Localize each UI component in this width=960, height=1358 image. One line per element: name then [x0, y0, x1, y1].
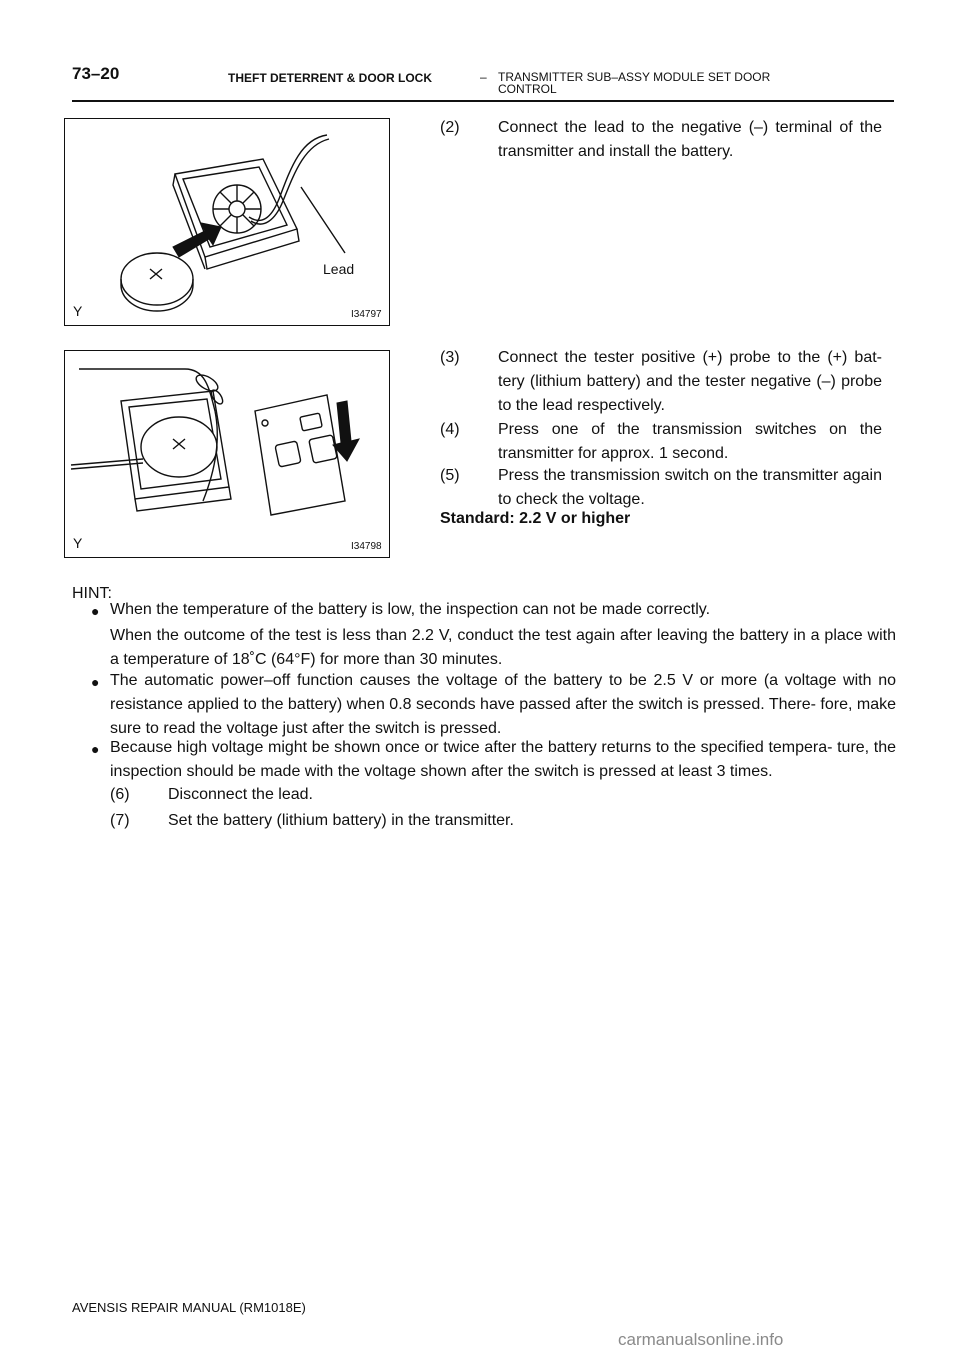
step-number: (2) [440, 119, 460, 136]
step-number: (7) [110, 812, 130, 829]
step-2 [440, 116, 882, 172]
footer-manual-title: AVENSIS REPAIR MANUAL (RM1018E) [72, 1300, 306, 1315]
step-text: Disconnect the lead. [168, 786, 313, 803]
page-number: 73–20 [72, 64, 120, 83]
hint-item: When the temperature of the battery is low, the inspection can not be made correctly. [110, 601, 711, 618]
header-separator: – [480, 70, 487, 84]
step-text: Press one of the transmission switches on the transmitter for approx. 1 second. [498, 421, 882, 462]
figure-corner-mark: Y [73, 303, 83, 319]
voltage-check-illustration [65, 351, 389, 557]
step-4 [440, 418, 882, 466]
step-text: Connect the tester positive (+) probe to the (+) bat- tery (lithium battery) and the tester negative (–) probe to the lead respectively. [498, 349, 882, 414]
hint-item: The automatic power–off function causes the voltage of the battery to be 2.5 V or more (a voltage with no resistance applied to the battery) when 0.8 seconds have passed after the switch is pressed. There- fore, make sure to read the voltage just after the switch is pressed. [110, 672, 896, 737]
step-number: (4) [440, 421, 460, 438]
watermark: carmanualsonline.info [618, 1330, 784, 1349]
figure-corner-mark: Y [73, 535, 83, 551]
step-7 [110, 809, 810, 833]
standard-value: Standard: 2.2 V or higher [440, 510, 631, 527]
figure-id: I34797 [351, 309, 382, 320]
step-number: (6) [110, 786, 130, 803]
step-5 [440, 464, 882, 512]
hint-label: HINT: [72, 585, 112, 602]
lead-callout: Lead [323, 261, 355, 277]
step-text: Connect the lead to the negative (–) terminal of the transmitter and install the battery. [498, 119, 882, 160]
step-text: Set the battery (lithium battery) in the transmitter. [168, 812, 514, 829]
figure-battery-install [64, 118, 390, 326]
step-6 [110, 783, 810, 807]
hint-item: Because high voltage might be shown once or twice after the battery returns to the specified tempera- ture, the inspection should be made with the voltage shown after the switch is pressed at least 3 times. [110, 739, 896, 780]
figure-id: I34798 [351, 541, 382, 552]
step-text: Press the transmission switch on the transmitter again to check the voltage. [498, 467, 882, 508]
header-subsection-title: TRANSMITTER SUB–ASSY MODULE SET DOOR CONTROL [498, 70, 771, 96]
bullet-icon: ● [91, 741, 100, 757]
step-number: (3) [440, 349, 460, 366]
battery-install-illustration [65, 119, 389, 325]
header-rule [72, 100, 894, 102]
step-3 [440, 346, 882, 418]
hint-item: When the outcome of the test is less than 2.2 V, conduct the test again after leaving the battery in a place with a temperature of 18˚C (64°F) for more than 30 minutes. [110, 627, 896, 668]
step-number: (5) [440, 467, 460, 484]
header-section-title: THEFT DETERRENT & DOOR LOCK [228, 71, 432, 85]
bullet-icon: ● [91, 603, 100, 619]
figure-voltage-check [64, 350, 390, 558]
bullet-icon: ● [91, 674, 100, 690]
